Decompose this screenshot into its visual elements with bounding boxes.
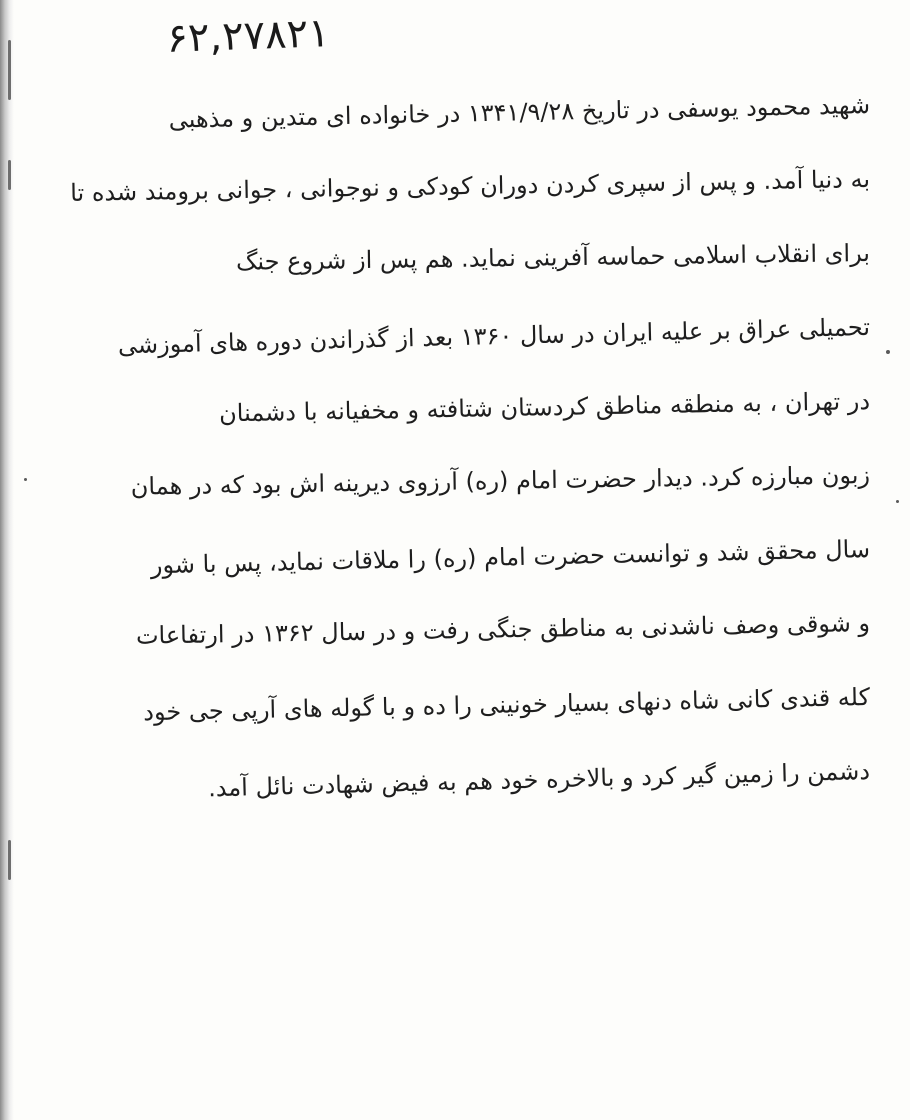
scan-edge-mark bbox=[8, 160, 11, 190]
handwritten-line: به دنیا آمد. و پس از سپری کردن دوران کودکی و نوجوانی ، جوانی برومند شده تا bbox=[69, 165, 871, 207]
scan-edge-mark bbox=[8, 40, 11, 100]
handwritten-line: زبون مبارزه کرد. دیدار حضرت امام (ره) آرزوی دیرینه اش بود که در همان bbox=[130, 461, 871, 501]
scan-left-edge bbox=[0, 0, 14, 1120]
handwritten-line: کله قندی کانی شاه دنهای بسیار خونینی را ده و با گوله های آرپی جی خود bbox=[142, 683, 871, 727]
handwritten-line: تحمیلی عراق بر علیه ایران در سال ۱۳۶۰ بعد از گذراندن دوره های آموزشی bbox=[117, 313, 871, 360]
handwritten-line: دشمن را زمین گیر کرد و بالاخره خود هم به فیض شهادت نائل آمد. bbox=[207, 757, 871, 803]
document-number: ۶۲,۲۷۸۲۱ bbox=[165, 10, 331, 62]
ink-speck bbox=[24, 478, 27, 481]
handwritten-line: در تهران ، به منطقه مناطق کردستان شتافته و مخفیانه با دشمنان bbox=[218, 387, 871, 428]
scan-edge-mark bbox=[8, 840, 11, 880]
handwritten-line: برای انقلاب اسلامی حماسه آفرینی نماید. هم پس از شروع جنگ bbox=[235, 239, 871, 276]
handwritten-line: سال محقق شد و توانست حضرت امام (ره) را ملاقات نماید، پس با شور bbox=[150, 535, 871, 580]
handwritten-text bbox=[60, 68, 870, 808]
ink-speck bbox=[896, 500, 899, 503]
handwritten-line: و شوقی وصف ناشدنی به مناطق جنگی رفت و در سال ۱۳۶۲ در ارتفاعات bbox=[135, 609, 871, 650]
handwritten-line: شهید محمود یوسفی در تاریخ ۱۳۴۱/۹/۲۸ در خانواده ای متدین و مذهبی bbox=[168, 91, 871, 134]
ink-speck bbox=[886, 350, 890, 354]
